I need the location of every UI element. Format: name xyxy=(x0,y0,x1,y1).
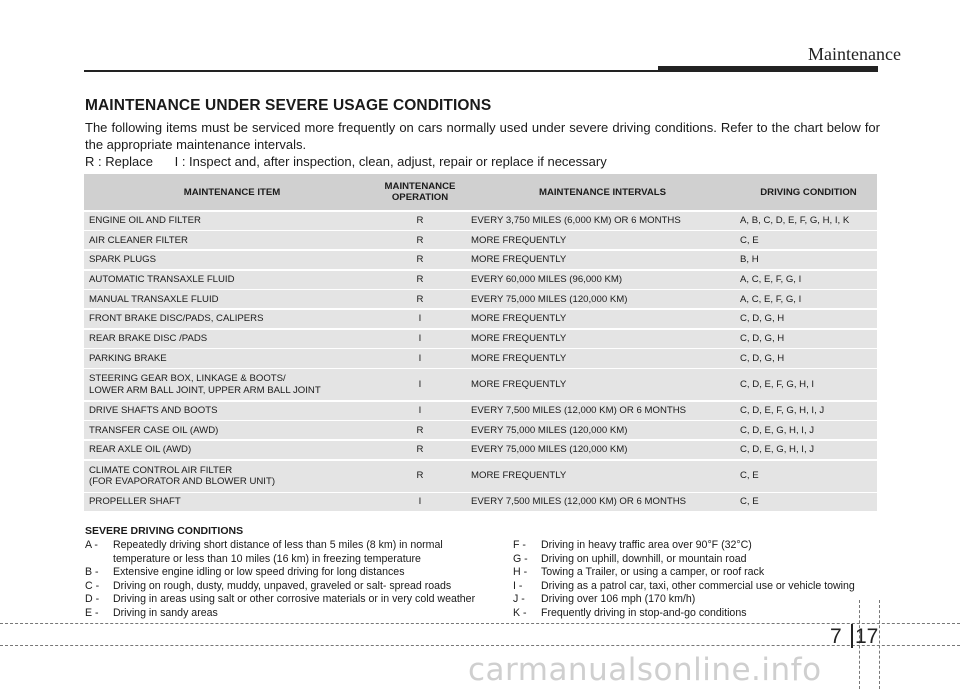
item-line1: AUTOMATIC TRANSAXLE FLUID xyxy=(89,273,235,285)
cell-interval: EVERY 75,000 MILES (120,000 KM) xyxy=(471,424,628,436)
table-row xyxy=(84,310,877,328)
condition-item xyxy=(513,539,893,553)
header-interval: MAINTENANCE INTERVALS xyxy=(538,186,667,198)
conditions-right-column xyxy=(513,539,893,621)
condition-item xyxy=(85,566,500,580)
cell-condition: A, C, E, F, G, I xyxy=(740,293,802,305)
table-row xyxy=(84,402,877,420)
cell-condition: C, E xyxy=(740,234,759,246)
condition-text: Driving in heavy traffic area over 90°F (32°C) xyxy=(541,539,752,551)
item-line1: FRONT BRAKE DISC/PADS, CALIPERS xyxy=(89,313,264,325)
cell-interval: MORE FREQUENTLY xyxy=(471,254,567,266)
intro-paragraph: The following items must be serviced more frequently on cars normally used under severe driving conditions. Refer to the chart below for the appropriate maintenance intervals. xyxy=(85,120,880,152)
condition-letter: J - xyxy=(513,593,525,606)
cell-item xyxy=(84,294,375,306)
cell-condition: A, C, E, F, G, I xyxy=(740,273,802,285)
item-line1: PROPELLER SHAFT xyxy=(89,496,181,508)
legend-line: R : Replace I : Inspect and, after inspection, clean, adjust, repair or replace if necessary xyxy=(85,154,607,169)
cell-item xyxy=(84,254,375,266)
condition-item xyxy=(513,553,893,567)
conditions-title: SEVERE DRIVING CONDITIONS xyxy=(85,525,244,537)
item-line1: AIR CLEANER FILTER xyxy=(89,234,188,246)
page-number: 17 xyxy=(855,625,879,648)
cell-item xyxy=(84,425,375,437)
table-row xyxy=(84,441,877,459)
table-row xyxy=(84,493,877,511)
header-rule-accent xyxy=(658,66,878,72)
cell-condition: C, D, E, F, G, H, I, J xyxy=(740,404,825,416)
table-row xyxy=(84,271,877,289)
table-header xyxy=(84,174,877,210)
cell-interval: MORE FREQUENTLY xyxy=(471,313,567,325)
cell-operation: I xyxy=(418,378,422,390)
table-row xyxy=(84,290,877,308)
cell-condition: C, D, E, F, G, H, I xyxy=(740,378,815,390)
cell-item xyxy=(84,313,375,325)
condition-letter: G - xyxy=(513,552,528,565)
cell-item xyxy=(84,496,375,508)
item-line1: CLIMATE CONTROL AIR FILTER xyxy=(89,464,233,476)
item-line1: ENGINE OIL AND FILTER xyxy=(89,214,201,226)
condition-letter: B - xyxy=(85,566,99,579)
cell-interval: EVERY 75,000 MILES (120,000 KM) xyxy=(471,293,628,305)
condition-text: Extensive engine idling or low speed driving for long distances xyxy=(113,566,405,579)
cell-item xyxy=(84,353,375,365)
item-line1: SPARK PLUGS xyxy=(89,254,157,266)
cell-condition: C, E xyxy=(740,470,759,482)
cell-condition: A, B, C, D, E, F, G, H, I, K xyxy=(740,214,850,226)
condition-text: Driving in areas using salt or other corrosive materials or in very cold weather xyxy=(113,593,476,606)
footer-rule-lower xyxy=(0,645,960,646)
conditions-left-column xyxy=(85,539,500,621)
table-row xyxy=(84,212,877,230)
header-condition: DRIVING CONDITION xyxy=(760,186,857,198)
condition-text: Driving in sandy areas xyxy=(113,606,218,619)
cell-operation: I xyxy=(418,404,422,416)
cell-operation: R xyxy=(416,273,424,285)
cell-operation: R xyxy=(416,444,424,456)
cell-item xyxy=(84,373,375,396)
section-title: Maintenance xyxy=(808,44,901,64)
cell-interval: EVERY 7,500 MILES (12,000 KM) OR 6 MONTHS xyxy=(471,496,687,508)
crop-mark-right xyxy=(879,600,880,689)
item-line1: STEERING GEAR BOX, LINKAGE & BOOTS/ xyxy=(89,373,286,384)
condition-text: Repeatedly driving short distance of less than 5 miles (8 km) in normal temperature or less than 10 miles (16 km) in freezing temperature xyxy=(113,539,443,565)
header-operation-line2: OPERATION xyxy=(391,192,449,203)
cell-item xyxy=(84,465,375,488)
cell-item xyxy=(84,405,375,417)
condition-text: Driving on rough, dusty, muddy, unpaved, graveled or salt- spread roads xyxy=(113,579,452,592)
cell-interval: MORE FREQUENTLY xyxy=(471,352,567,364)
cell-condition: C, D, G, H xyxy=(740,313,785,325)
cell-operation: R xyxy=(416,470,424,482)
cell-interval: EVERY 7,500 MILES (12,000 KM) OR 6 MONTHS xyxy=(471,404,687,416)
cell-operation: I xyxy=(418,352,422,364)
condition-letter: H - xyxy=(513,566,528,579)
header-rule xyxy=(84,70,674,72)
cell-interval: EVERY 3,750 MILES (6,000 KM) OR 6 MONTHS xyxy=(471,214,681,226)
item-line1: REAR BRAKE DISC /PADS xyxy=(89,332,208,344)
footer-rule xyxy=(0,623,960,624)
condition-letter: K - xyxy=(513,606,527,619)
table-row xyxy=(84,330,877,348)
cell-condition: C, D, G, H xyxy=(740,352,785,364)
cell-operation: I xyxy=(418,332,422,344)
cell-item xyxy=(84,235,375,247)
cell-condition: B, H xyxy=(740,254,759,266)
cell-condition: C, D, E, G, H, I, J xyxy=(740,424,815,436)
item-line1: MANUAL TRANSAXLE FLUID xyxy=(89,293,219,305)
cell-interval: MORE FREQUENTLY xyxy=(471,470,567,482)
page-heading: MAINTENANCE UNDER SEVERE USAGE CONDITIONS xyxy=(85,97,492,114)
cell-operation: R xyxy=(416,293,424,305)
table-row xyxy=(84,369,877,400)
condition-item xyxy=(85,607,500,621)
item-line2: (FOR EVAPORATOR AND BLOWER UNIT) xyxy=(89,476,276,488)
condition-letter: E - xyxy=(85,606,99,619)
watermark: carmanualsonline.info xyxy=(468,652,822,688)
cell-condition: C, D, E, G, H, I, J xyxy=(740,444,815,456)
header-operation-line1: MAINTENANCE xyxy=(384,181,456,192)
cell-interval: EVERY 75,000 MILES (120,000 KM) xyxy=(471,444,628,456)
cell-operation: I xyxy=(418,313,422,325)
cell-condition: C, D, G, H xyxy=(740,332,785,344)
condition-letter: I - xyxy=(513,579,523,592)
condition-text: Driving over 106 mph (170 km/h) xyxy=(541,593,696,606)
condition-letter: F - xyxy=(513,539,526,551)
condition-text: Driving as a patrol car, taxi, other commercial use or vehicle towing xyxy=(541,579,855,592)
table-row xyxy=(84,231,877,249)
cell-interval: MORE FREQUENTLY xyxy=(471,378,567,390)
cell-operation: R xyxy=(416,424,424,436)
cell-operation: R xyxy=(416,234,424,246)
condition-letter: A - xyxy=(85,539,98,551)
table-row xyxy=(84,421,877,439)
cell-item xyxy=(84,333,375,345)
item-line1: DRIVE SHAFTS AND BOOTS xyxy=(89,404,218,416)
item-line1: PARKING BRAKE xyxy=(89,352,167,364)
condition-text: Frequently driving in stop-and-go conditions xyxy=(541,606,747,619)
condition-item xyxy=(513,593,893,607)
cell-item xyxy=(84,215,375,227)
cell-item xyxy=(84,274,375,286)
cell-interval: EVERY 60,000 MILES (96,000 KM) xyxy=(471,273,623,285)
table-body xyxy=(84,212,877,512)
cell-condition: C, E xyxy=(740,496,759,508)
cell-operation: I xyxy=(418,496,422,508)
chapter-number: 7 xyxy=(830,625,842,648)
header-item: MAINTENANCE ITEM xyxy=(183,186,281,198)
table-row xyxy=(84,461,877,492)
condition-item xyxy=(513,580,893,594)
condition-text: Driving on uphill, downhill, or mountain road xyxy=(541,552,747,565)
cell-operation: R xyxy=(416,214,424,226)
condition-item xyxy=(85,580,500,594)
maintenance-table xyxy=(84,174,877,511)
cell-interval: MORE FREQUENTLY xyxy=(471,332,567,344)
table-row xyxy=(84,251,877,269)
cell-interval: MORE FREQUENTLY xyxy=(471,234,567,246)
condition-item xyxy=(85,539,500,566)
cell-item xyxy=(84,444,375,456)
item-line1: TRANSFER CASE OIL (AWD) xyxy=(89,424,219,436)
cell-operation: R xyxy=(416,254,424,266)
condition-item xyxy=(85,593,500,607)
table-row xyxy=(84,349,877,367)
condition-item xyxy=(513,607,893,621)
header-operation xyxy=(375,181,465,203)
page-number-divider xyxy=(851,624,853,648)
condition-letter: D - xyxy=(85,593,100,606)
condition-letter: C - xyxy=(85,579,100,592)
condition-item xyxy=(513,566,893,580)
item-line1: REAR AXLE OIL (AWD) xyxy=(89,444,192,456)
condition-text: Towing a Trailer, or using a camper, or roof rack xyxy=(541,566,765,579)
item-line2: LOWER ARM BALL JOINT, UPPER ARM BALL JOINT xyxy=(89,384,321,396)
